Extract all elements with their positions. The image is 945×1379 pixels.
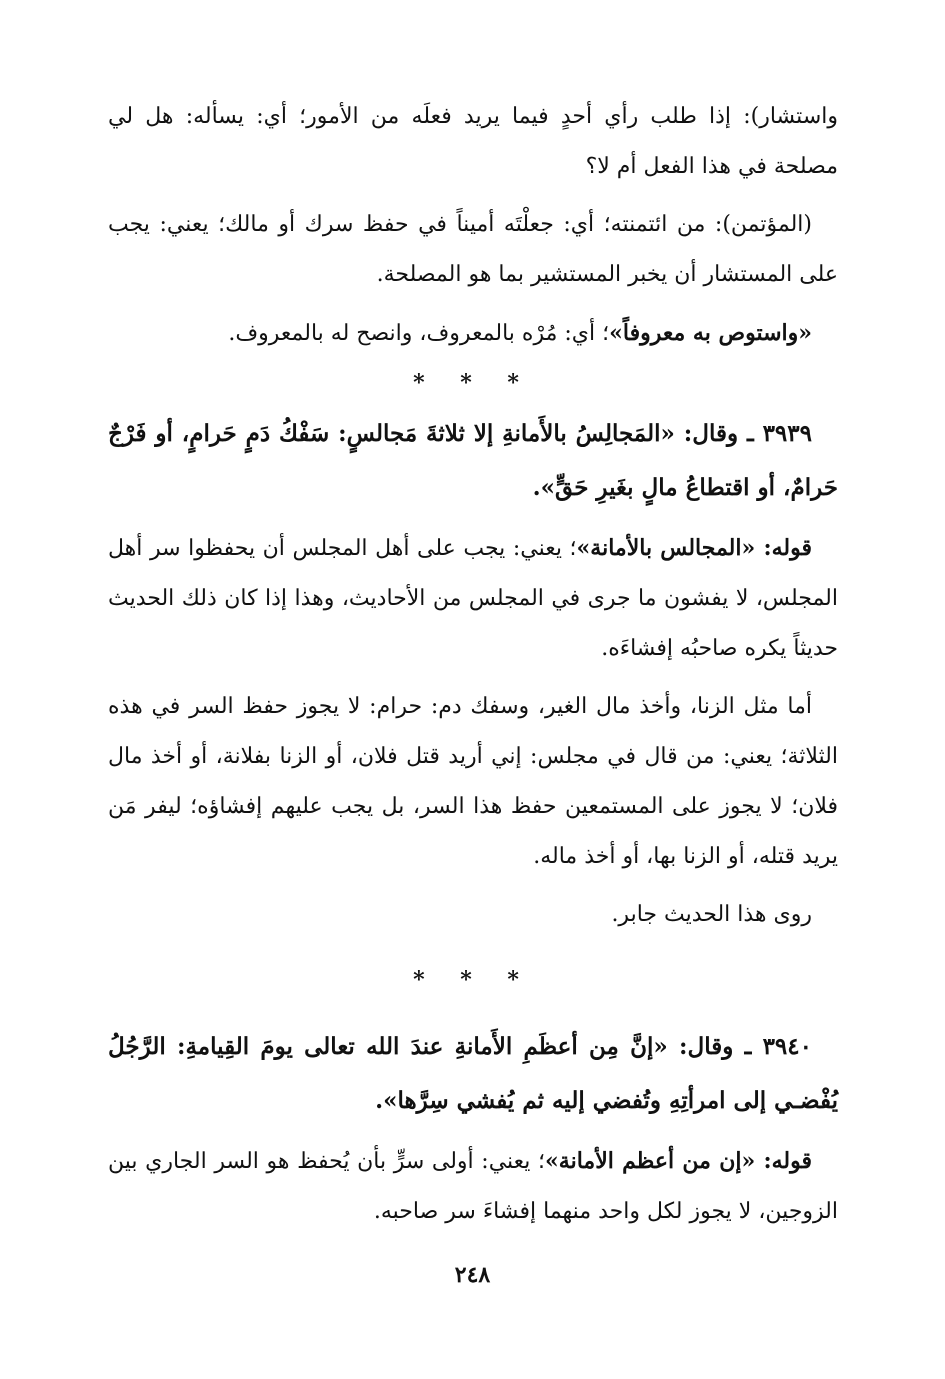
quoted-phrase: قوله: «إن من أعظم الأمانة»: [545, 1148, 813, 1174]
paragraph-2: (المؤتمن): من ائتمنته؛ أي: جعلْتَه أميناً في حفظ سرك أو مالك؛ يعني: يجب على المستشار أن يخبر المستشير بما هو المصلحة.: [108, 212, 838, 287]
paragraph-4-text: ؛ يعني: يجب على أهل المجلس أن يحفظوا سر أهل المجلس، لا يفشون ما جرى في المجلس من الأحاديث، وهذا إذا كان ذلك الحديث حديثاً يكره صاحبُه إفشاءَه.: [108, 536, 838, 661]
page-body: [108, 92, 838, 1237]
quoted-phrase: قوله: «المجالس بالأمانة»: [576, 535, 812, 561]
paragraph-7: [108, 1136, 838, 1237]
paragraph-3-text: ؛ أي: مُرْه بالمعروف، وانصح له بالمعروف.: [228, 321, 610, 346]
paragraph-4: [108, 523, 838, 674]
paragraph-3: [108, 308, 838, 359]
paragraph-1: واستشار): إذا طلب رأي أحدٍ فيما يريد فعلَه من الأمور؛ أي: يسأله: هل لي مصلحة في هذا الفعل أم لا؟: [108, 104, 838, 179]
hadith-3939: ٣٩٣٩ ـ وقال: «المَجالِسُ بالأَمانةِ إلا ثلاثةَ مَجالسٍ: سَفْكُ دَمٍ حَرامٍ، أو فَرْجٌ حَرامٌ، أو اقتطاعُ مالٍ بغَيرِ حَقٍّ».: [108, 420, 838, 501]
paragraph-5: أما مثل الزنا، وأخذ مال الغير، وسفك دم: حرام: لا يجوز حفظ السر في هذه الثلاثة؛ يعني: من قال في مجلس: إني أريد قتل فلان، أو الزنا بفلانة، أو أخذ مال فلان؛ لا يجوز على المستمعين حفظ هذا السر، بل يجب عليهم إفشاؤه؛ ليفر مَن يريد قتله، أو الزنا بها، أو أخذ ماله.: [108, 694, 838, 869]
hadith-3940: ٣٩٤٠ ـ وقال: «إنَّ مِن أعظَمِ الأَمانةِ عندَ الله تعالى يومَ القِيامةِ: الرَّجُلُ يُفْضـي إلى امرأتِهِ وتُفضي إليه ثم يُفشي سِرَّها».: [108, 1033, 838, 1114]
paragraph-7-text: ؛ يعني: أولى سرٍّ بأن يُحفظ هو السر الجاري بين الزوجين، لا يجوز لكل واحد منهما إفشاءَ سر صاحبه.: [108, 1149, 838, 1224]
paragraph-6: روى هذا الحديث جابر.: [611, 902, 812, 927]
page-number: ٢٤٨: [454, 1262, 491, 1288]
section-separator: * * *: [413, 967, 533, 993]
quoted-phrase: «واستوص به معروفاً»: [609, 320, 812, 346]
section-separator: * * *: [413, 370, 533, 396]
